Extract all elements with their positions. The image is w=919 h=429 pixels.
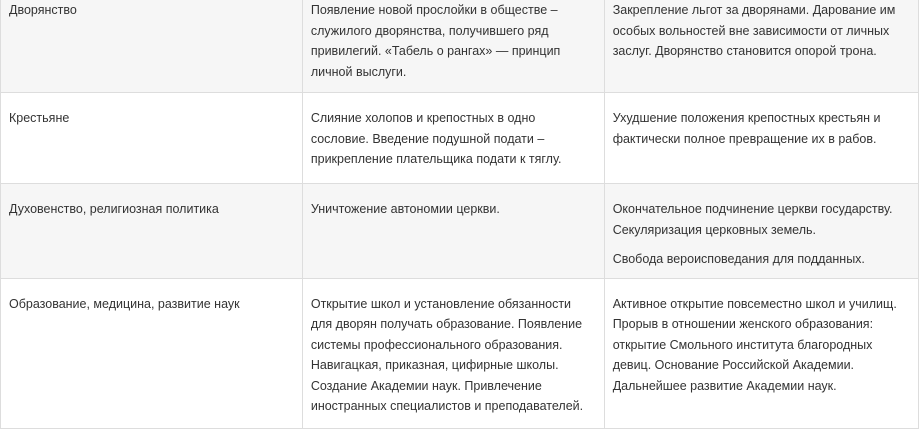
cell-text: Духовенство, религиозная политика	[9, 202, 219, 216]
cell-text: Уничтожение автономии церкви.	[310, 202, 500, 216]
after-cell	[604, 93, 918, 184]
cell-text: Появление новой прослойки в обществе – служилого дворянства, получившего ряд привилегий. «Табель о рангах» — принцип личной выслуги.	[310, 3, 561, 79]
cell-text: Крестьяне	[9, 111, 70, 125]
table-row	[1, 278, 919, 428]
cell-text: Образование, медицина, развитие наук	[9, 296, 240, 311]
cell-text: Открытие школ и установление обязанности для дворян получать образование. Появление системы профессионального образования. Навигацкая, приказная, цифирные школы. Создание Академии наук. Привлечение иностранных специалистов и преподавателей.	[310, 296, 584, 413]
category-cell	[1, 278, 303, 428]
category-cell	[1, 0, 303, 93]
before-cell	[302, 93, 604, 184]
after-cell	[604, 278, 918, 428]
category-cell	[1, 93, 303, 184]
cell-text: Активное открытие повсеместно школ и училищ. Прорыв в отношении женского образования: открытие Смольного института благородных девиц. Основание Российской Академии. Дальнейшее развитие Академии наук.	[612, 296, 897, 393]
before-cell	[302, 184, 604, 279]
after-cell	[604, 0, 918, 93]
before-cell	[302, 0, 604, 93]
table-row	[1, 0, 919, 93]
table-row	[1, 93, 919, 184]
cell-text: Закрепление льгот за дворянами. Дарование им особых вольностей вне зависимости от личных заслуг. Дворянство становится опорой трона.	[612, 3, 896, 58]
cell-text: Ухудшение положения крепостных крестьян и фактически полное превращение их в рабов.	[612, 111, 881, 146]
table-row	[1, 184, 919, 279]
cell-text: Окончательное подчинение церкви государству. Секуляризация церковных земель.	[612, 202, 893, 237]
before-cell	[302, 278, 604, 428]
category-cell	[1, 184, 303, 279]
cell-text: Слияние холопов и крепостных в одно сословие. Введение подушной подати – прикрепление плательщика подати к тяглу.	[310, 111, 562, 166]
after-cell	[604, 184, 918, 279]
cell-text: Дворянство	[9, 3, 77, 17]
cell-text: Свобода вероисповедания для подданных.	[612, 252, 865, 266]
